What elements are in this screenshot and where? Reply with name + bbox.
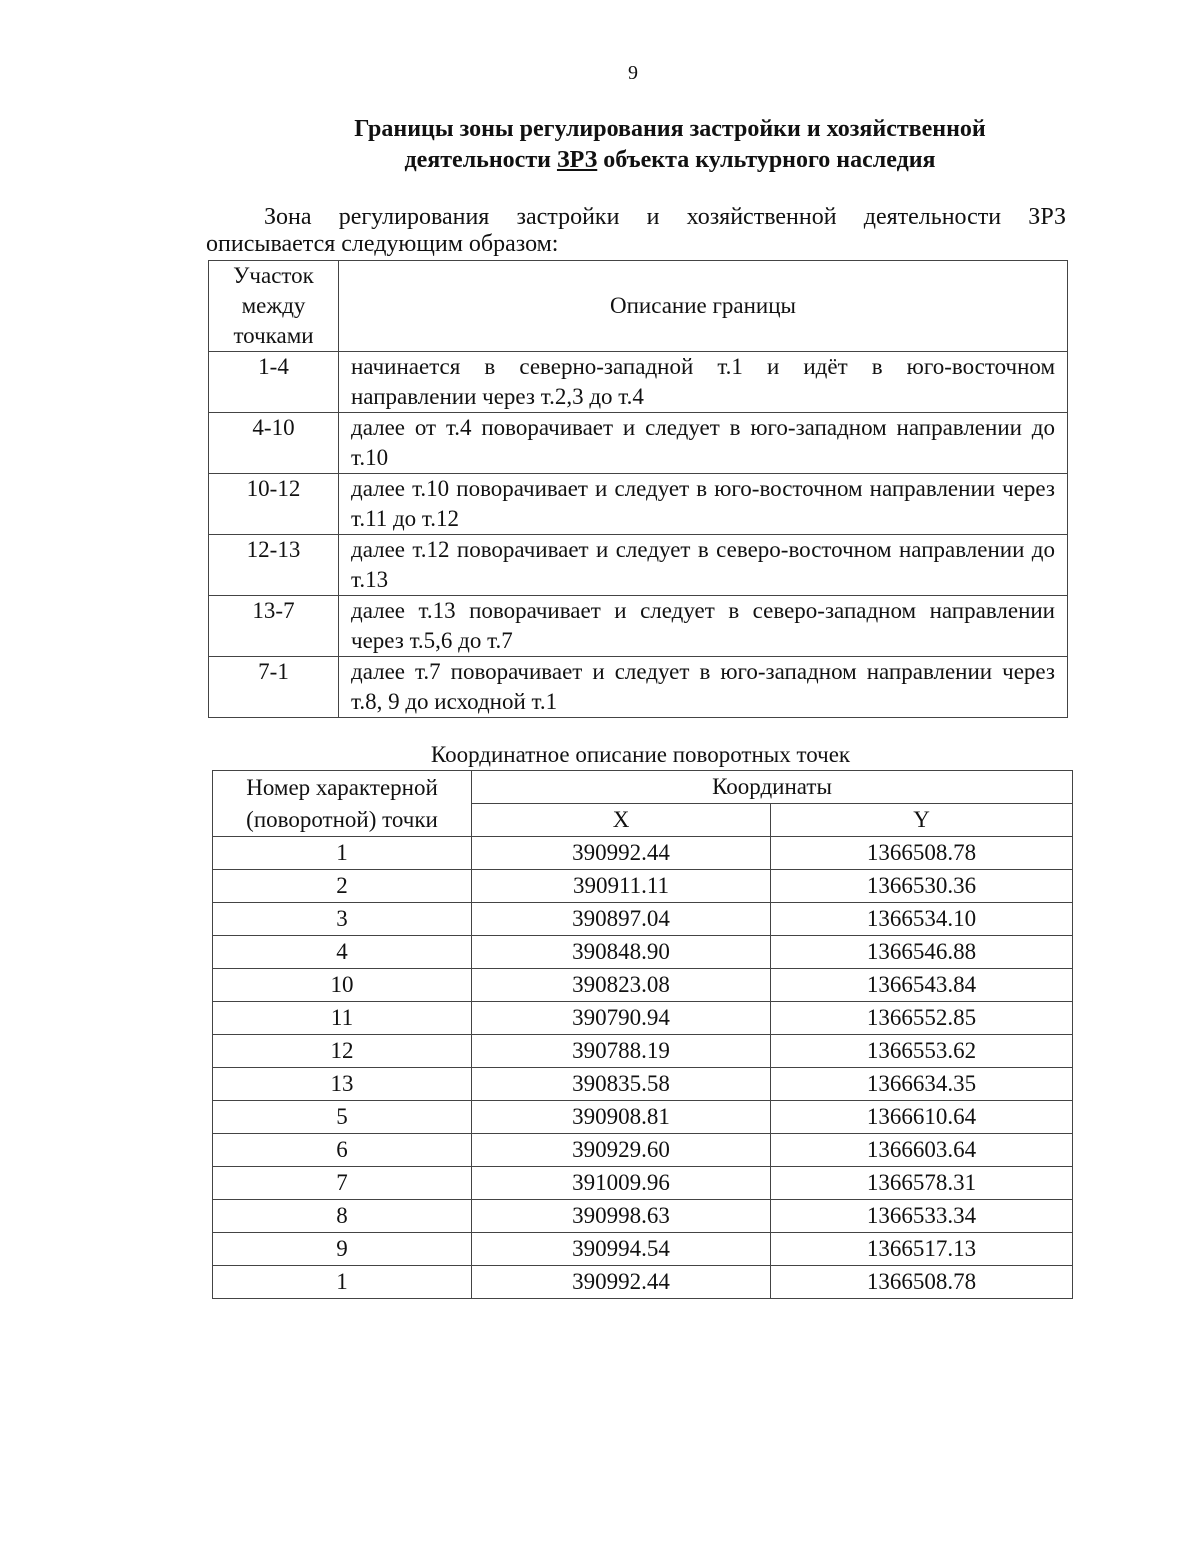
coordinate-row (213, 1266, 1073, 1299)
page-number: 9 (628, 62, 638, 84)
point-number-cell: 9 (213, 1233, 472, 1266)
boundary-description-cell: далее т.7 поворачивает и следует в юго-западном направлении через т.8, 9 до исходной т.1 (339, 657, 1068, 718)
coordinate-row (213, 1167, 1073, 1200)
point-number-cell: 7 (213, 1167, 472, 1200)
coordinates-table (212, 770, 1073, 1299)
boundary-table-body (209, 352, 1068, 718)
point-number-cell: 8 (213, 1200, 472, 1233)
point-header-line-2: (поворотной) точки (246, 806, 438, 832)
boundary-description-cell: далее т.12 поворачивает и следует в северо-восточном направлении до т.13 (339, 535, 1068, 596)
x-coordinate-cell: 390823.08 (472, 969, 771, 1002)
title-line-2 (250, 145, 1090, 176)
point-number-cell: 1 (213, 837, 472, 870)
coordinate-row (213, 870, 1073, 903)
y-coordinate-cell: 1366546.88 (771, 936, 1073, 969)
point-number-cell: 12 (213, 1035, 472, 1068)
coordinate-row (213, 903, 1073, 936)
segment-header-line-2: между (241, 293, 306, 318)
point-number-cell: 6 (213, 1134, 472, 1167)
boundary-description-cell: далее от т.4 поворачивает и следует в юго-западном направлении до т.10 (339, 413, 1068, 474)
y-coordinate-cell: 1366508.78 (771, 1266, 1073, 1299)
y-coordinate-cell: 1366610.64 (771, 1101, 1073, 1134)
coordinate-row (213, 837, 1073, 870)
x-coordinate-cell: 390788.19 (472, 1035, 771, 1068)
coordinate-row (213, 1233, 1073, 1266)
y-coordinate-cell: 1366634.35 (771, 1068, 1073, 1101)
x-coordinate-cell: 390848.90 (472, 936, 771, 969)
boundary-row (209, 535, 1068, 596)
y-coordinate-cell: 1366530.36 (771, 870, 1073, 903)
point-number-cell: 3 (213, 903, 472, 936)
title-line-2-start: деятельности (404, 147, 557, 173)
coordinate-row (213, 1134, 1073, 1167)
description-column-header: Описание границы (339, 261, 1068, 352)
zone-abbreviation: ЗРЗ (556, 147, 598, 173)
x-coordinate-cell: 390992.44 (472, 837, 771, 870)
x-coordinate-cell: 390908.81 (472, 1101, 771, 1134)
x-coordinate-cell: 390835.58 (472, 1068, 771, 1101)
coordinate-row (213, 1035, 1073, 1068)
segment-header-line-3: точками (233, 323, 314, 348)
coordinates-header-row-1 (213, 771, 1073, 804)
segment-cell: 10-12 (209, 474, 339, 535)
boundary-row (209, 596, 1068, 657)
segment-header-line-1: Участок (233, 263, 314, 288)
coordinate-row (213, 1200, 1073, 1233)
coordinates-table-body (213, 837, 1073, 1299)
segment-column-header (209, 261, 339, 352)
segment-cell: 1-4 (209, 352, 339, 413)
y-coordinate-cell: 1366603.64 (771, 1134, 1073, 1167)
boundary-description-cell: начинается в северно-западной т.1 и идёт в юго-восточном направлении через т.2,3 до т.4 (339, 352, 1068, 413)
title-line-1: Границы зоны регулирования застройки и хозяйственной (354, 116, 986, 142)
y-coordinate-cell: 1366517.13 (771, 1233, 1073, 1266)
segment-cell: 12-13 (209, 535, 339, 596)
boundary-row (209, 474, 1068, 535)
boundary-row (209, 352, 1068, 413)
point-number-cell: 5 (213, 1101, 472, 1134)
point-number-header (213, 771, 472, 837)
point-number-cell: 2 (213, 870, 472, 903)
boundary-description-cell: далее т.10 поворачивает и следует в юго-восточном направлении через т.11 до т.12 (339, 474, 1068, 535)
boundary-description-table (208, 260, 1068, 718)
x-coordinate-cell: 390897.04 (472, 903, 771, 936)
coordinates-caption: Координатное описание поворотных точек (430, 742, 851, 767)
y-coordinate-cell: 1366533.34 (771, 1200, 1073, 1233)
x-column-header: X (472, 804, 771, 837)
coordinate-row (213, 936, 1073, 969)
coordinate-row (213, 1101, 1073, 1134)
boundary-table-header-row (209, 261, 1068, 352)
coordinates-group-header: Координаты (472, 771, 1073, 804)
point-number-cell: 11 (213, 1002, 472, 1035)
x-coordinate-cell: 390790.94 (472, 1002, 771, 1035)
y-coordinate-cell: 1366552.85 (771, 1002, 1073, 1035)
x-coordinate-cell: 390992.44 (472, 1266, 771, 1299)
point-number-cell: 4 (213, 936, 472, 969)
point-number-cell: 10 (213, 969, 472, 1002)
point-number-cell: 1 (213, 1266, 472, 1299)
coordinate-row (213, 1002, 1073, 1035)
x-coordinate-cell: 390929.60 (472, 1134, 771, 1167)
x-coordinate-cell: 390994.54 (472, 1233, 771, 1266)
point-header-line-1: Номер характерной (246, 774, 438, 800)
y-coordinate-cell: 1366578.31 (771, 1167, 1073, 1200)
x-coordinate-cell: 391009.96 (472, 1167, 771, 1200)
y-coordinate-cell: 1366508.78 (771, 837, 1073, 870)
boundary-row (209, 657, 1068, 718)
coordinate-row (213, 1068, 1073, 1101)
boundary-row (209, 413, 1068, 474)
segment-cell: 13-7 (209, 596, 339, 657)
segment-cell: 7-1 (209, 657, 339, 718)
segment-cell: 4-10 (209, 413, 339, 474)
point-number-cell: 13 (213, 1068, 472, 1101)
y-coordinate-cell: 1366543.84 (771, 969, 1073, 1002)
boundary-description-cell: далее т.13 поворачивает и следует в северо-западном направлении через т.5,6 до т.7 (339, 596, 1068, 657)
y-column-header: Y (771, 804, 1073, 837)
y-coordinate-cell: 1366534.10 (771, 903, 1073, 936)
y-coordinate-cell: 1366553.62 (771, 1035, 1073, 1068)
title-line-2-end: объекта культурного наследия (597, 147, 936, 173)
document-title (250, 114, 1090, 176)
x-coordinate-cell: 390998.63 (472, 1200, 771, 1233)
coordinate-row (213, 969, 1073, 1002)
intro-paragraph: Зона регулирования застройки и хозяйственной деятельности ЗРЗ описывается следующим образом: (206, 204, 1066, 257)
x-coordinate-cell: 390911.11 (472, 870, 771, 903)
